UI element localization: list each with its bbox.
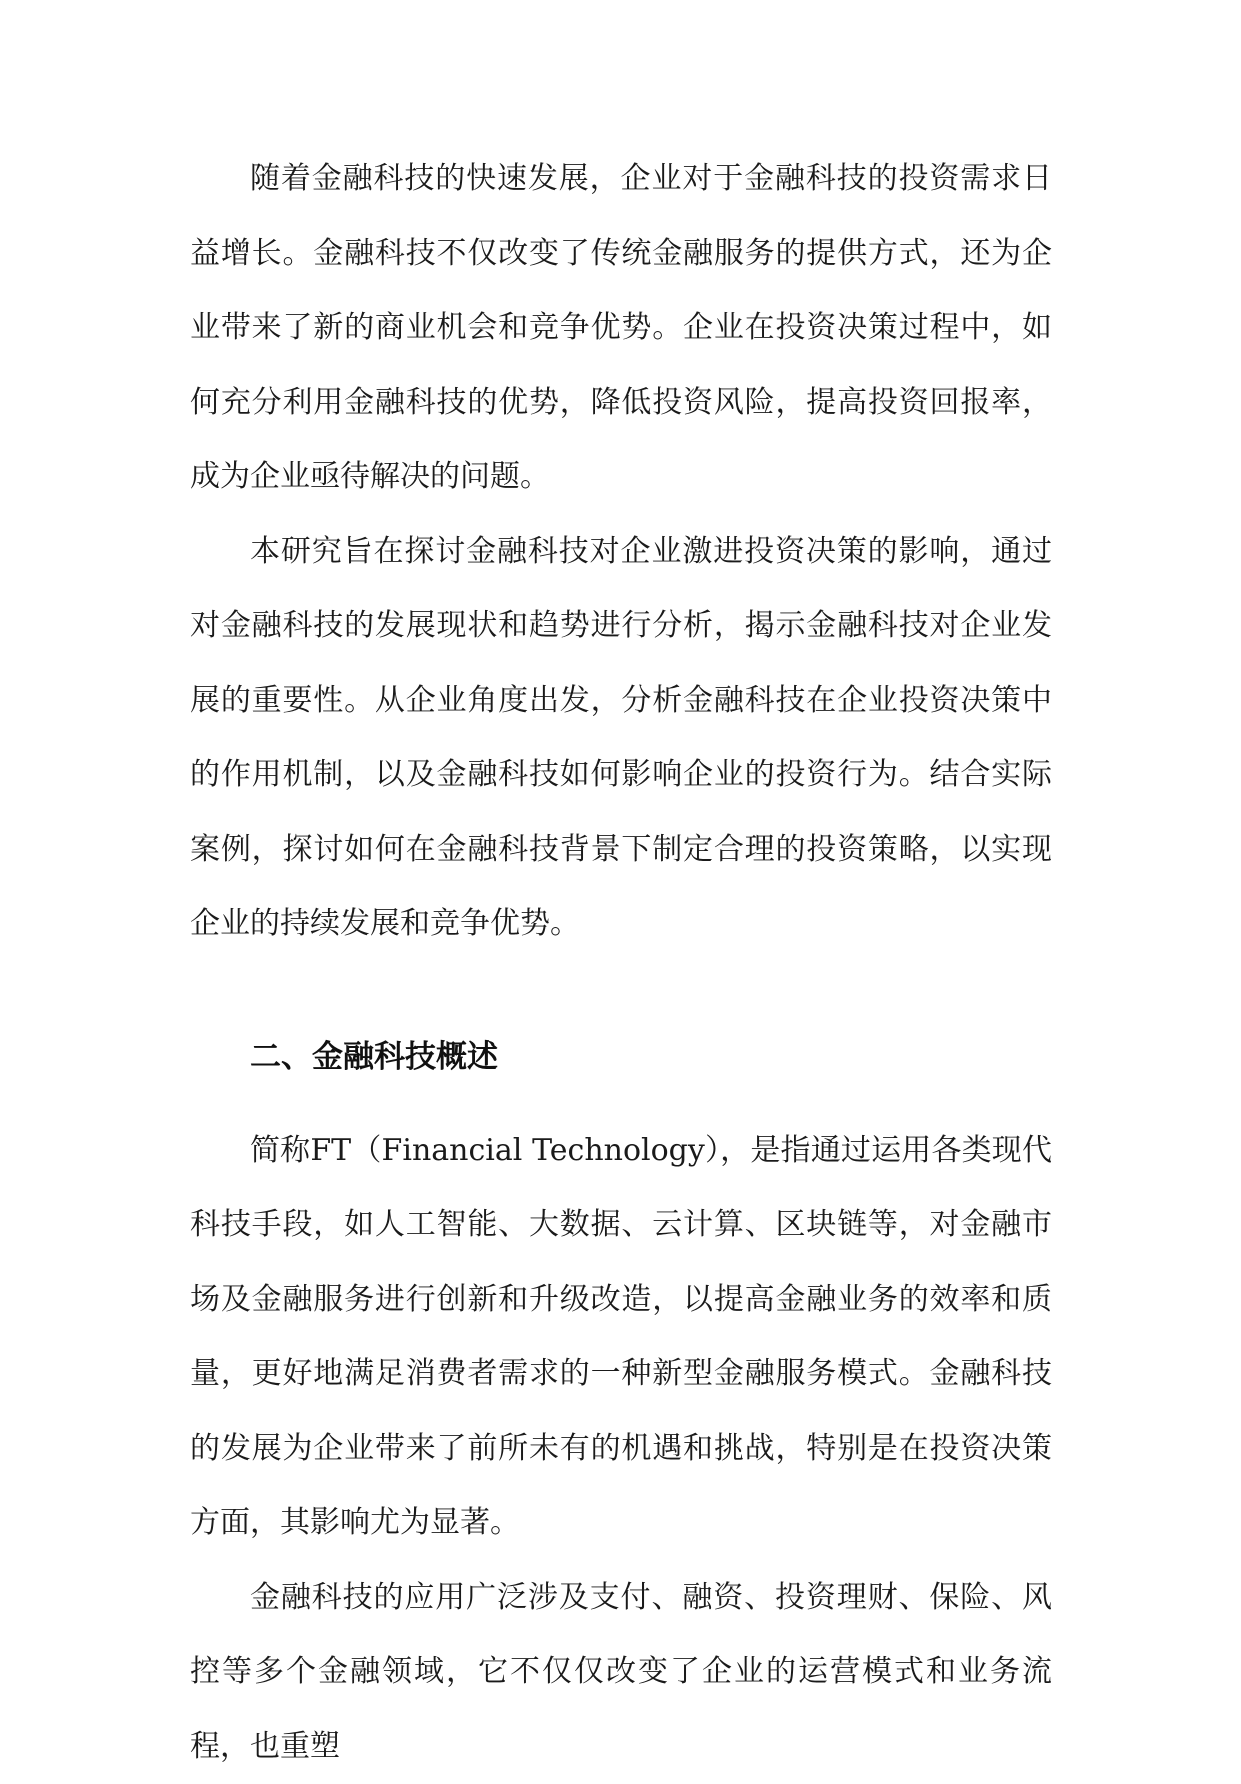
intro-paragraph-2: 本研究旨在探讨金融科技对企业激进投资决策的影响，通过对金融科技的发展现状和趋势进行分析，揭示金融科技对企业发展的重要性。从企业角度出发，分析金融科技在企业投资决策中的作用机制，以及金融科技如何影响企业的投资行为。结合实际案例，探讨如何在金融科技背景下制定合理的投资策略，以实现企业的持续发展和竞争优势。 <box>190 515 1052 962</box>
section-paragraph-1: 简称FT（Financial Technology），是指通过运用各类现代科技手段，如人工智能、大数据、云计算、区块链等，对金融市场及金融服务进行创新和升级改造，以提高金融业务的效率和质量，更好地满足消费者需求的一种新型金融服务模式。金融科技的发展为企业带来了前所未有的机遇和挑战，特别是在投资决策方面，其影响尤为显著。 <box>190 1114 1052 1561</box>
section-paragraph-2: 金融科技的应用广泛涉及支付、融资、投资理财、保险、风控等多个金融领域，它不仅仅改变了企业的运营模式和业务流程，也重塑 <box>190 1561 1052 1784</box>
section-heading: 二、金融科技概述 <box>190 1020 1052 1094</box>
document-body <box>190 142 1052 1784</box>
intro-paragraph-1: 随着金融科技的快速发展，企业对于金融科技的投资需求日益增长。金融科技不仅改变了传统金融服务的提供方式，还为企业带来了新的商业机会和竞争优势。企业在投资决策过程中，如何充分利用金融科技的优势，降低投资风险，提高投资回报率，成为企业亟待解决的问题。 <box>190 142 1052 515</box>
